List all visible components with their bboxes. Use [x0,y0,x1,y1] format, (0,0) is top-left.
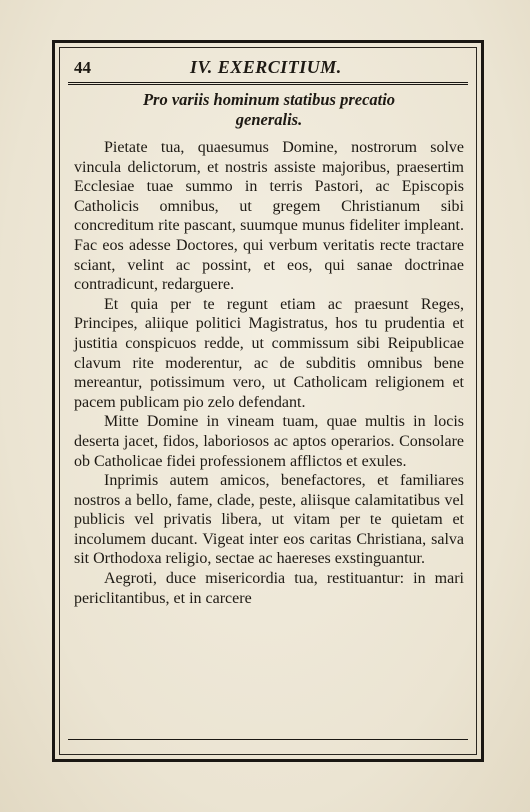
paragraph-5: Aegroti, duce misericordia tua, restituantur: in mari periclitantibus, et in carcere [74,570,464,607]
prayer-title-line-1: Pro variis hominum statibus precatio [142,90,396,109]
header-rule [68,82,468,85]
prayer-title-line-2: generalis. [235,110,303,129]
running-head: IV. EXERCITIUM. [190,57,342,77]
page-header [70,56,466,82]
page-frame-inner [59,47,477,755]
paragraph-4: Inprimis autem amicos, benefactores, et familiares nostros a bello, fame, clade, peste, aliisque calamitatibus vel publicis vel privatis libera, ut vitam per te quietam et incolumem ducant. Vigeat inter eos caritas Christiana, salva sit Orthodoxa religio, sectae ac haereses exstinguantur. [74,472,464,568]
prayer-title [74,90,464,130]
paragraph-2: Et quia per te regunt etiam ac praesunt Reges, Principes, aliique politici Magistratus, hos tu prudentia et justitia conspicuos redde, ut commissum sibi Reipublicae clavum rite moderentur, ac de subditis omnibus bene mereantur, potissimum vero, ut Catholicam religionem et pacem publicam pio zelo defendant. [74,295,464,411]
page-number: 44 [74,58,91,77]
paragraph-1: Pietate tua, quaesumus Domine, nostrorum solve vincula delictorum, et nostris assiste majoribus, praesertim Ecclesiae tuae summo in terris Pastori, ac Episcopis Catholicis omnibus, ut gregem Christianum sibi concreditum rite pascant, suumque munus fideliter impleant. Fac eos adesse Doctores, qui verbum veritatis recte tractare sciant, velint ac possint, et eos, qui sanae doctrinae contradicunt, redarguere. [74,139,464,294]
paragraph-3: Mitte Domine in vineam tuam, quae multis in locis deserta jacet, fidos, laboriosos ac aptos operarios. Consolare ob Catholicae fidei professionem afflictos et exules. [74,413,464,470]
bottom-rule [68,739,468,740]
page-content [74,90,464,608]
page-frame [52,40,484,762]
